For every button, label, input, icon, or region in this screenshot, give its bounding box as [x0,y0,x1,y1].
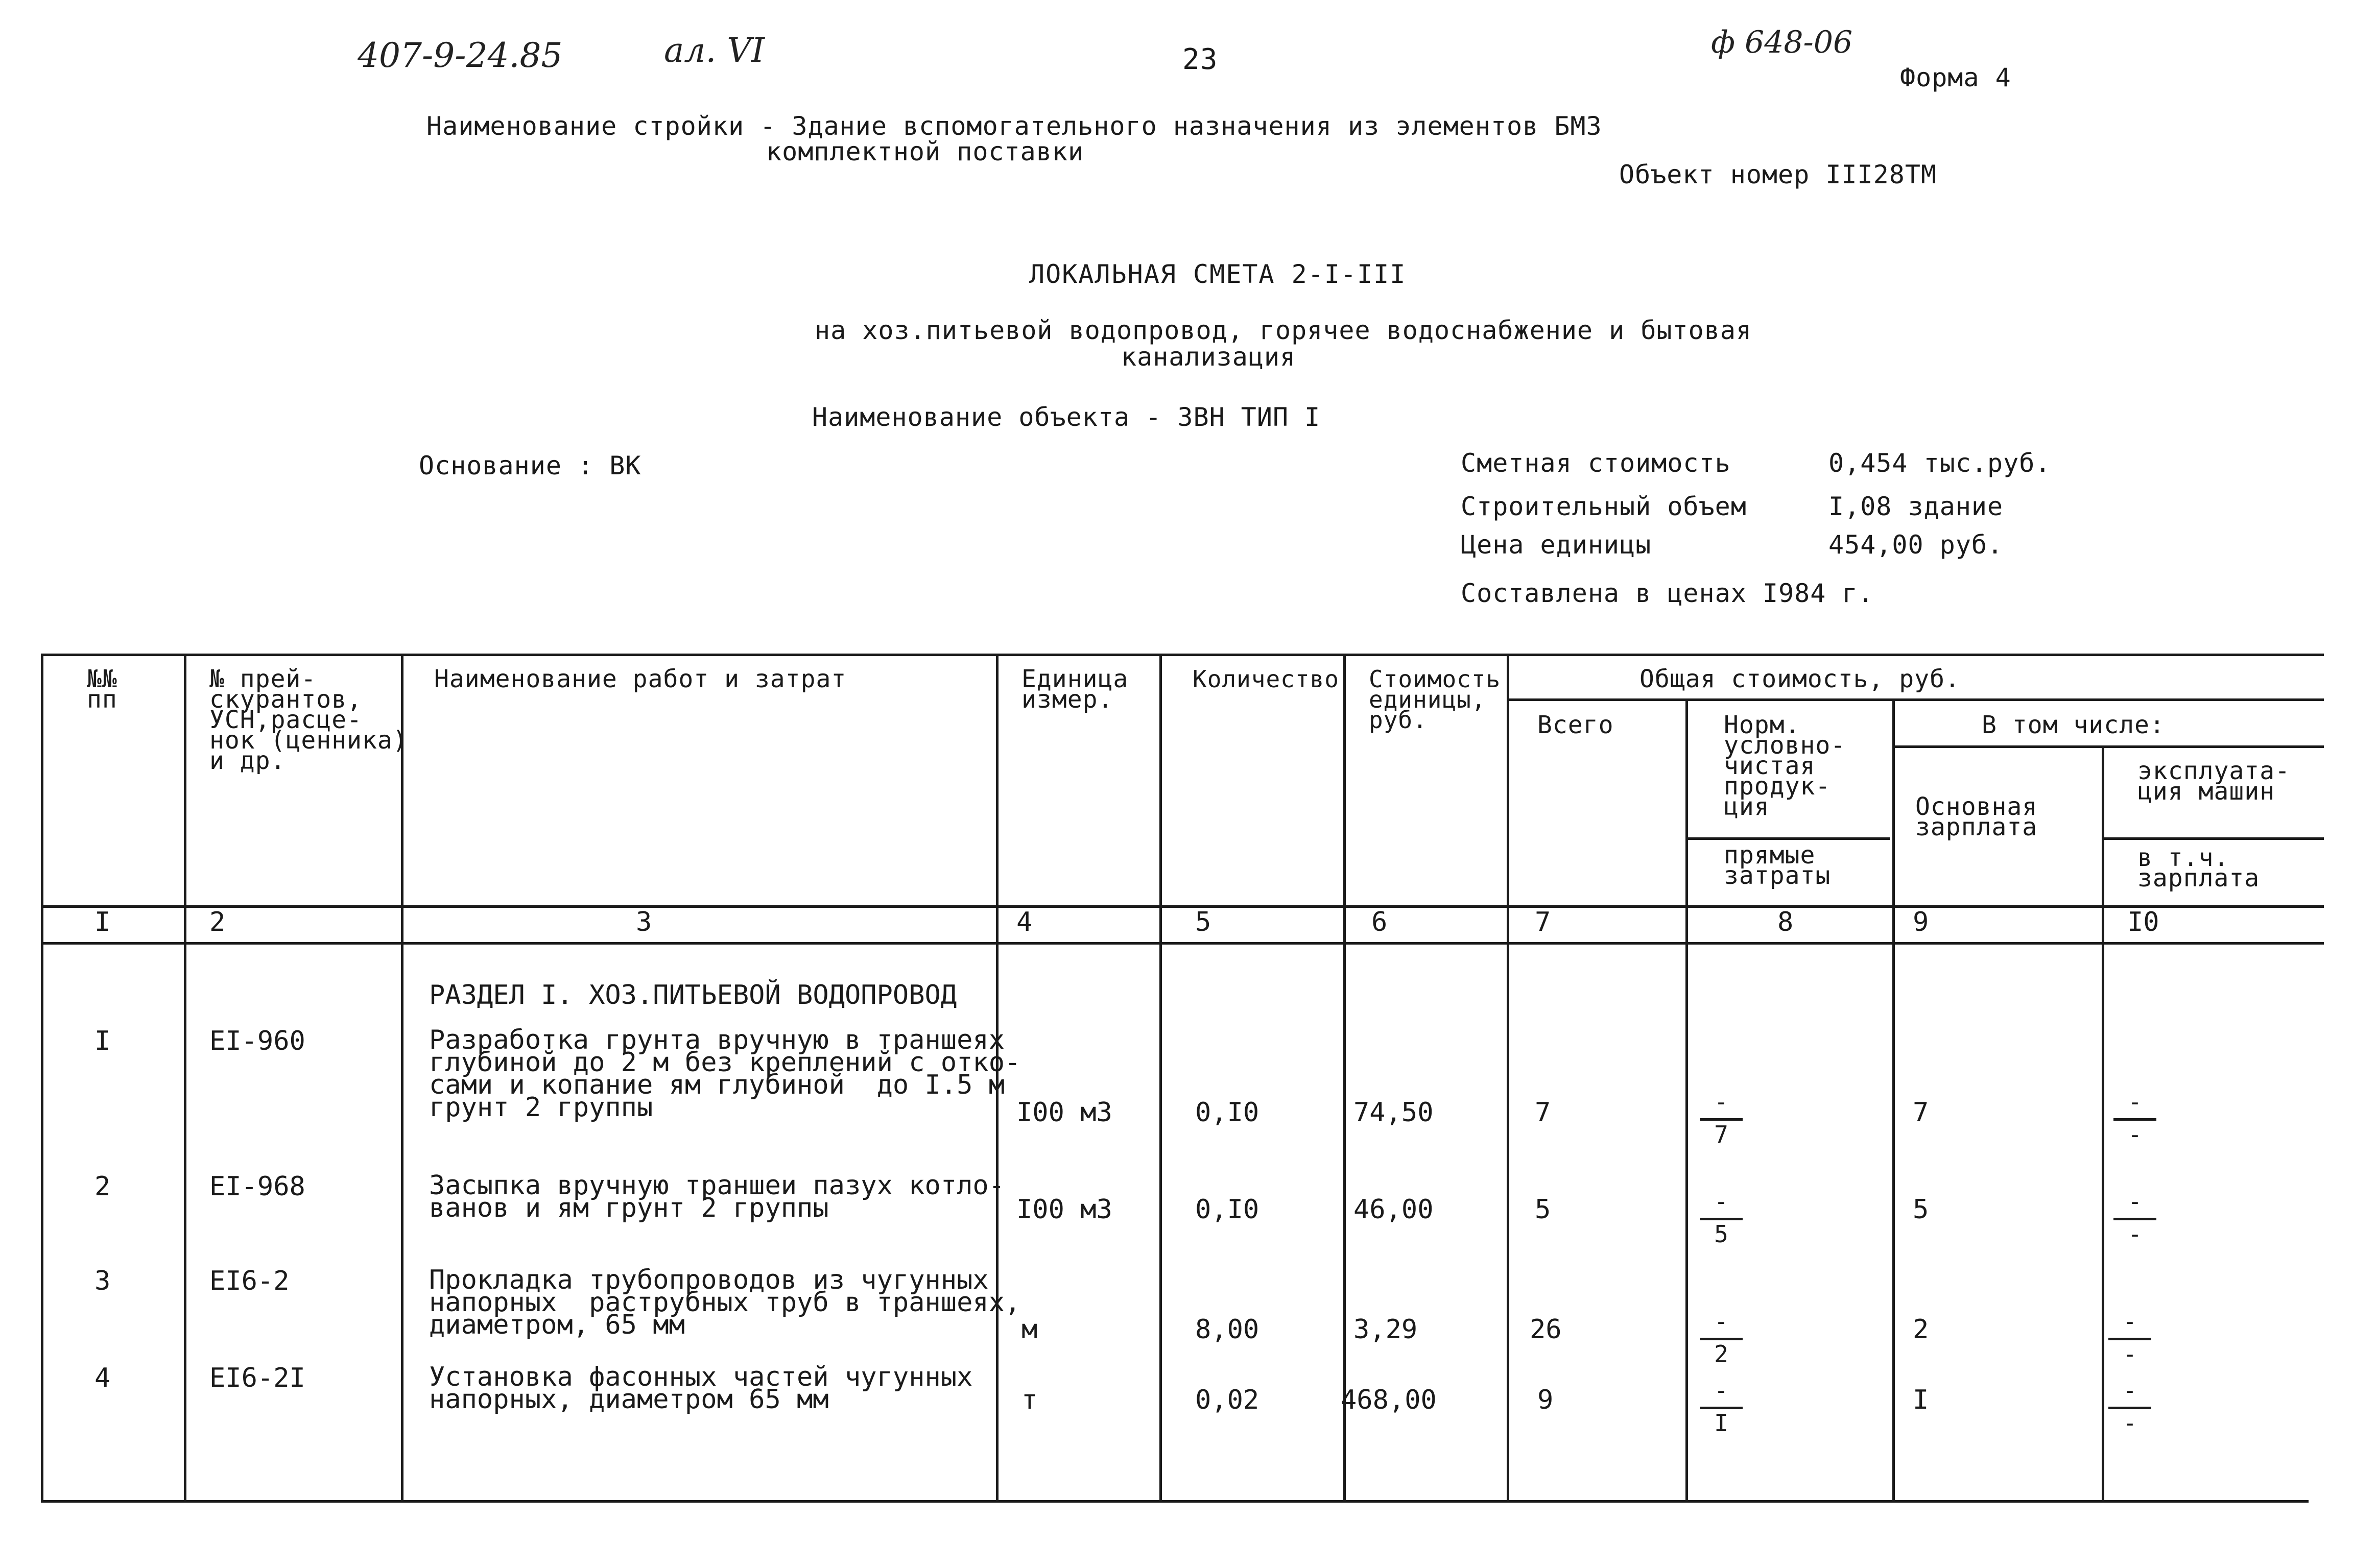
construction-name-line2: комплектной поставки [766,137,1084,166]
object-name: Наименование объекта - ЗВН ТИП I [812,402,1321,432]
header-machine-operation: эксплуата- ция машин [2137,757,2290,806]
column-number-3: 3 [636,907,652,937]
table-group-divider [2102,837,2324,840]
table-group-divider [1892,745,2324,748]
row-norm-fraction [1696,1190,1747,1246]
column-divider [1685,698,1688,1501]
row-norm-fraction [1696,1090,1747,1146]
column-divider [184,654,186,1501]
header-work-name: Наименование работ и затрат [434,665,847,693]
column-number-2: 2 [209,907,226,937]
column-number-6: 6 [1371,907,1388,937]
row-total: 7 [1535,1097,1551,1128]
fraction-numerator: - [2123,1308,2137,1335]
row-total: 9 [1537,1385,1554,1415]
prices-note: Составлена в ценах I984 г. [1461,578,1874,608]
column-divider [1159,654,1162,1501]
fraction-denominator: 7 [1714,1121,1728,1148]
row-unit: I00 м3 [1016,1194,1112,1225]
fraction-numerator: - [1714,1088,1728,1116]
row-total: 5 [1535,1194,1551,1225]
fraction-denominator: - [2123,1340,2137,1368]
table-bottom-border [41,1500,2309,1503]
row-unit-cost: 468,00 [1341,1385,1437,1415]
row-unit: I00 м3 [1016,1097,1112,1128]
estimate-title: ЛОКАЛЬНАЯ СМЕТА 2-I-III [1029,259,1407,289]
row-base-salary: 7 [1913,1097,1929,1128]
column-divider [401,654,403,1501]
header-unit-cost: Стоимость единицы, руб. [1369,665,1501,734]
row-machine-fraction [2104,1310,2155,1366]
header-total-cost-group: Общая стоимость, руб. [1639,665,1960,693]
fraction-numerator: - [1714,1188,1728,1215]
estimate-subtitle-line2: канализация [1121,342,1296,372]
column-number-8: 8 [1777,907,1794,937]
header-incl-salary: в т.ч. зарплата [2137,843,2260,892]
section-title: РАЗДЕЛ I. ХОЗ.ПИТЬЕВОЙ ВОДОПРОВОД [429,980,957,1010]
table-group-divider [1685,837,1890,840]
header-total: Всего [1537,711,1614,739]
header-price-list: № прей- скурантов, УСН,расце- нок (ценника) и др. [209,665,408,775]
summary-value-unit-price: 454,00 руб. [1828,530,2004,560]
row-base-salary: 5 [1913,1194,1929,1225]
row-norm-fraction [1696,1379,1747,1435]
column-number-5: 5 [1195,907,1211,937]
column-numbers-bottom-border [41,942,2324,945]
row-work-name: Разработка грунта вручную в траншеях глубиной до 2 м без креплений с отко- сами и копание ям глубиной до I.5 м грунт 2 группы [429,1025,1021,1123]
fraction-denominator: - [2128,1220,2142,1248]
object-number: Объект номер III28ТМ [1619,160,1937,189]
fraction-numerator: - [2123,1377,2137,1404]
row-number: 2 [94,1171,111,1202]
row-number: 3 [94,1266,111,1296]
fraction-numerator: - [2128,1088,2142,1116]
header-unit: Единица измер. [1021,665,1129,714]
row-quantity: 0,02 [1195,1385,1259,1415]
header-norm-net-product: Норм. условно- чистая продук- ция [1724,711,1846,821]
fraction-denominator: I [1714,1409,1728,1437]
column-number-10: I0 [2127,907,2159,937]
row-quantity: 0,I0 [1195,1194,1259,1225]
header-direct-costs: прямые затраты [1724,841,1831,890]
table-group-divider [1507,698,2324,701]
row-quantity: 8,00 [1195,1314,1259,1345]
table-top-border [41,654,2324,656]
summary-value-volume: I,08 здание [1828,492,2004,521]
row-machine-fraction [2104,1379,2155,1435]
row-work-name: Засыпка вручную траншеи пазух котло- ванов и ям грунт 2 группы [429,1170,1005,1223]
handwritten-doc-code: 407-9-24.85 [358,36,563,75]
row-unit: м [1021,1314,1038,1345]
row-unit-cost: 3,29 [1353,1314,1418,1345]
fraction-denominator: 2 [1714,1340,1728,1368]
estimate-subtitle-line1: на хоз.питьевой водопровод, горячее водоснабжение и бытовая [815,316,1752,345]
summary-label-volume: Строительный объем [1461,492,1747,521]
fraction-denominator: - [2128,1121,2142,1148]
header-bottom-border [41,905,2324,908]
row-machine-fraction [2109,1190,2160,1246]
handwritten-stamp: ф 648-06 [1711,25,1853,60]
row-code: EI-968 [209,1171,305,1202]
row-norm-fraction [1696,1310,1747,1366]
column-divider [41,654,43,1501]
form-label: Форма 4 [1900,63,2011,92]
fraction-numerator: - [1714,1308,1728,1335]
fraction-denominator: 5 [1714,1220,1728,1248]
row-quantity: 0,I0 [1195,1097,1259,1128]
fraction-denominator: - [2123,1409,2137,1437]
column-number-1: I [94,907,111,937]
basis: Основание : ВК [419,451,641,480]
row-machine-fraction [2109,1090,2160,1146]
column-divider [1343,654,1346,1501]
row-unit-cost: 74,50 [1353,1097,1434,1128]
row-base-salary: I [1913,1385,1929,1415]
row-work-name: Установка фасонных частей чугунных напорных, диаметром 65 мм [429,1362,973,1415]
row-unit: т [1021,1385,1038,1415]
row-work-name: Прокладка трубопроводов из чугунных напорных раструбных труб в траншеях, диаметром, 65 мм [429,1265,1021,1340]
page-number: 23 [1182,43,1218,76]
summary-label-cost: Сметная стоимость [1461,448,1731,478]
summary-label-unit-price: Цена единицы [1461,530,1652,560]
header-quantity: Количество [1193,665,1339,693]
row-number: I [94,1026,111,1056]
column-divider [1507,654,1509,1501]
header-base-salary: Основная зарплата [1915,792,2038,841]
column-number-4: 4 [1016,907,1033,937]
header-row-number: №№ пп [87,665,117,714]
fraction-numerator: - [1714,1377,1728,1404]
summary-value-cost: 0,454 тыс.руб. [1828,448,2051,478]
column-number-7: 7 [1535,907,1551,937]
row-total: 26 [1530,1314,1562,1345]
row-code: EI-960 [209,1026,305,1056]
row-base-salary: 2 [1913,1314,1929,1345]
column-divider [1892,698,1895,1501]
column-number-9: 9 [1913,907,1929,937]
header-including-group: В том числе: [1982,711,2165,739]
handwritten-album-number: ал. VI [664,31,765,70]
row-number: 4 [94,1363,111,1393]
row-unit-cost: 46,00 [1353,1194,1434,1225]
construction-name-line1: Наименование стройки - Здание вспомогательного назначения из элементов БМЗ [426,111,1602,141]
row-code: EI6-2I [209,1363,305,1393]
row-code: EI6-2 [209,1266,290,1296]
fraction-numerator: - [2128,1188,2142,1215]
